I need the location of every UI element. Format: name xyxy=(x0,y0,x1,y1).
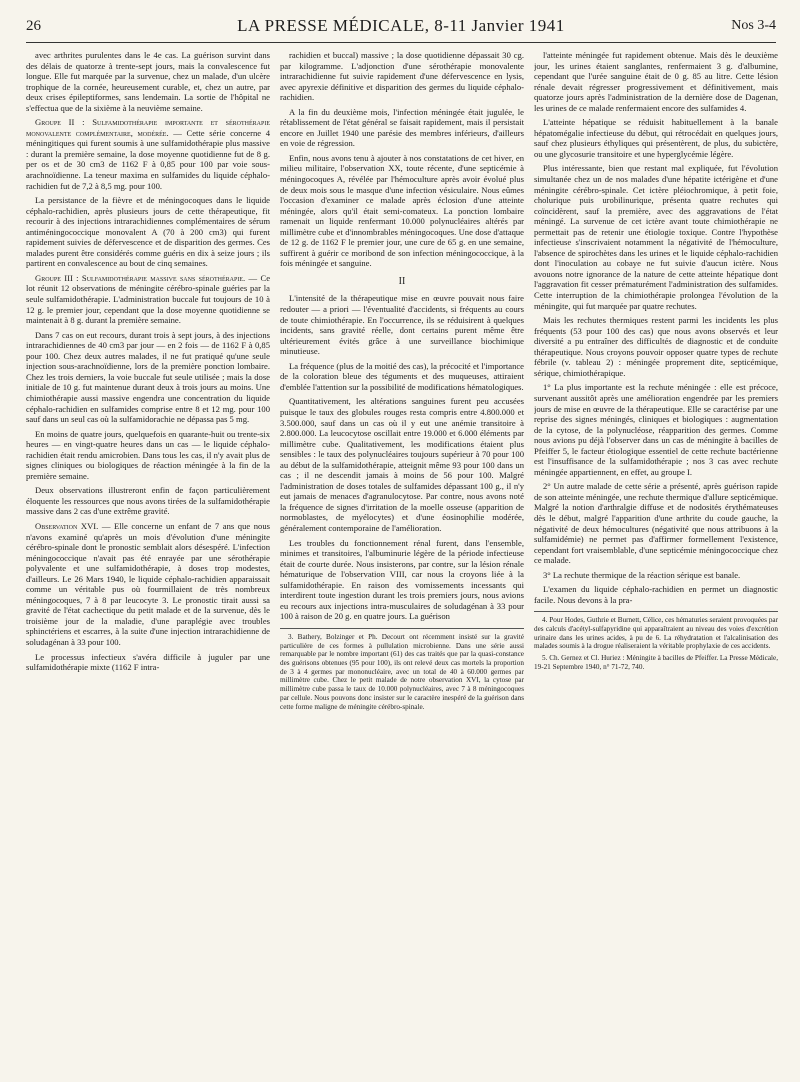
paragraph: L'examen du liquide céphalo-rachidien en permet un diagnostic facile. Nous devons à la pra- xyxy=(534,584,778,605)
group-heading: Groupe II : Sulfamidothérapie importante et sérothérapie monovalente complémentaire, modérée. xyxy=(26,117,270,138)
observation-heading: Observation XVI. xyxy=(35,520,99,531)
paragraph: Observation XVI. — Elle concerne un enfant de 7 ans que nous n'avons examiné qu'après un mois d'évolution d'une méningite cérébro-spinale dont le pronostic semblait alors désespéré. L'infection méningococcique n'avait pas été enrayée par une sérothérapie polyvalente et une sulfamidothérapie, à doses trop modestes, d'ailleurs. Le 26 Mars 1940, le liquide céphalo-rachidien apparaissait comme un véritable pus où fourmillaient de très nombreux méningocoques, 7 à 8 par leucocyte 3. Le pronostic tirait aussi sa gravité de l'état cachectique du petit malade et de la survenue, dès le troisième jour de la maladie, d'une paraplégie avec troubles sphinctériens et escarres, à la suite d'une injection intrarachidienne de soludagénan à 33 pour 100. xyxy=(26,520,270,647)
paragraph: Enfin, nous avons tenu à ajouter à nos constatations de cet hiver, en milieu militaire, l'observation XX, toute récente, d'une septicémie à méningocoques A, révélée par l'hémoculture après avoir évolué plus de deux mois sous le masque d'une infection vésiculaire. Nous eûmes l'occasion d'examiner ce malade après éclosion d'une atteinte méningée, alors qu'il était semi-comateux. La ponction lombaire ramenait un liquide renfermant 10.000 polynucléaires altérés par millimètre cube et d'innombrables méningocoques. Une dose d'attaque de 12 g. de 1162 F le premier jour, une cure de 65 g. en une semaine, suffirent à guérir ce moribond de son infection méningococcique, à la fois méningée et sanguine. xyxy=(280,152,524,269)
paragraph: En moins de quatre jours, quelquefois en quarante-huit ou trente-six heures — en vingt-quatre heures dans un cas — le liquide céphalo-rachidien était rendu amicrobien. Dans tous les cas, il n'y avait plus de signes cliniques ou biologiques de réaction méningée à la fin de la première semaine. xyxy=(26,428,270,481)
paragraph: L'intensité de la thérapeutique mise en œuvre pouvait nous faire redouter — a priori — l'éventualité d'accidents, si fréquents au cours de toute chimiothérapie. En l'occurrence, ils se réduisirent à quelques incidents, sans gravité réelle, dont certains purent même être ultérieurement évités grâce à une surveillance biochimique minutieuse. xyxy=(280,293,524,357)
paragraph: La persistance de la fièvre et de méningocoques dans le liquide céphalo-rachidien, après plusieurs jours de cette thérapeutique, fit recourir à des injections intrarachidiennes complémentaires de sérum antiméningococcique monovalent A (70 à 200 cm3) qui furent rapidement suivies de défervescence et de disparition des germes. Ces malades purent être considérés comme guéris en dix à seize jours ; ils partirent en convalescence au bout de cinq semaines. xyxy=(26,195,270,269)
paragraph: Groupe II : Sulfamidothérapie importante et sérothérapie monovalente complémentaire, modérée. — Cette série concerne 4 méningitiques qui furent soumis à une sulfamidothérapie plus massive : durant la première semaine, la dose moyenne quotidienne fut de 8 g. per os et de 30 cm3 de 1162 F à 0,85 pour 100 par voie sous-arachnoïdienne. La teneur maxima en sulfamides du liquide céphalo-rachidien fut de 7,2 à 8,5 mg. pour 100. xyxy=(26,117,270,191)
paragraph: A la fin du deuxième mois, l'infection méningée était jugulée, le rétablissement de l'état général se faisait rapidement, mais il persistait encore en Juillet 1940 une parésie des membres inférieurs, d'ailleurs en voie de régression. xyxy=(280,106,524,149)
paragraph: Dans 7 cas on eut recours, durant trois à sept jours, à des injections intrarachidiennes de 40 cm3 par jour — en 2 fois — de 1162 F à 0,85 pour 100. Chez deux autres malades, il ne fut pratiqué qu'une seule injection sous-arachnoïdienne, lors de la première ponction lombaire. Chez les trois derniers, la voie buccale fut seule utilisée ; mais la dose initiale de 10 g. fut maintenue durant deux à trois jours au moins. Une chimiothérapie aussi massive engendra une concentration du liquide céphalo-rachidien en sulfamides comprise entre 8 et 12 mg. pour 100 sauf dans un seul cas où la sulfamidorachie ne dépassa pas 5 mg. xyxy=(26,329,270,425)
paragraph: avec arthrites purulentes dans le 4e cas. La guérison survint dans des délais de quatorze à trente-sept jours, mais la convalescence fut longue. Elle fut marquée par la survenue, chez un malade, d'un ulcère trophique de la cornée, heureusement curable, et, chez un autre, par deux crises épileptiformes, sans lendemain. La sortie de l'hôpital ne s'effectua que de la sixième à la neuvième semaine. xyxy=(26,50,270,113)
footnote: 3. Bathery, Bolzinger et Ph. Decourt ont récemment insisté sur la gravité particulière de ces formes à pullulation microbienne. Dans une série aussi remarquable par le nombre important (61) des cas traités que par la quasi-constance des guérisons obtenues (95 pour 100), ils ont relevé deux cas mortels la proportion de 3 à 4 germes par mononucléaire, avec un total de 40 à 60.000 germes par millimètre cube. Chez le petit malade de notre observation XVI, la cytose par millimètre cube passa le taux de 10.000 polynucléaires, avec 7 à 8 méningocoques par cellule. Nous pouvons donc insister sur le caractère inespéré de la guérison dans cette forme maligne de méningite cérébro-spinale. xyxy=(280,632,524,711)
paragraph: La fréquence (plus de la moitié des cas), la précocité et l'importance de la coloration bleue des téguments et des muqueuses, attiraient d'emblée l'attention sur la possibilité de modifications hématologiques. xyxy=(280,360,524,392)
journal-title: LA PRESSE MÉDICALE, 8-11 Janvier 1941 xyxy=(237,16,565,35)
section-number: II xyxy=(398,275,406,287)
footnote: 5. Ch. Gernez et Cl. Huriez : Méningite à bacilles de Pfeiffer. La Presse Médicale, 19-21 Septembre 1940, n° 71-72, 740. xyxy=(534,654,778,671)
issue-number: Nos 3-4 xyxy=(731,18,776,33)
page-header xyxy=(26,16,776,43)
paragraph: Les troubles du fonctionnement rénal furent, dans l'ensemble, minimes et transitoires, l'albuminurie légère de la période infectieuse était de courte durée. Nous insisterons, par contre, sur la lésion rénale hématurique de l'observation VIII, car nous la croyons liée à la sulfamidothérapie. En raison des vomissements incessants qui interdirent toute ingestion durant les trois premiers jours, nous avions eu recours aux injections intra-musculaires de soludagénan à 33 pour 100 à raison de 20 g. en quatre jours. La guérison xyxy=(280,537,524,622)
column-2 xyxy=(280,50,524,1072)
paragraph: l'atteinte méningée fut rapidement obtenue. Mais dès le deuxième jour, les urines étaient sanglantes, renfermaient 3 g. d'albumine, cependant que l'urée sanguine était de 0 g. 85 au litre. Cette lésion rénale devait régresser progressivement et définitivement, mais quatorze jours après l'administration de la dernière dose de Dagenan, les urines de ce malade renfermaient encore des sulfamides 4. xyxy=(534,50,778,113)
paragraph: Quantitativement, les altérations sanguines furent peu accusées puisque le taux des globules rouges resta compris entre 4.800.000 et 3.500.000, sauf dans un cas où il y eut une anémie transitoire à 2.800.000. La leucocytose oscillait entre 19.000 et 6.000 éléments par millimètre cube. Qualitativement, les modifications étaient plus sensibles : le taux des polynucléaires toujours supérieur à 70 pour 100 au début de la sulfamidothérapie, atteignit même 93 pour 100 dans un cas ; il ne descendit jamais à moins de 56 pour 100. Malgré l'administration de doses totales de sulfamides dépassant 100 g., il n'y eut jamais de menaces d'agranulocytose. Par contre, nous avons noté la fréquence de signes d'irritation de la moelle osseuse (apparition de normoblastes, de myélocytes) et d'une éosinophilie modérée, généralement contemporaine de l'amélioration. xyxy=(280,396,524,533)
paragraph: 2° Un autre malade de cette série a présenté, après guérison rapide de son atteinte méningée, une rechute thermique d'allure septicémique. Malgré la notion d'arthralgie diffuse et de nodosités érythémateuses dès le début, malgré l'apparition d'une arthrite du coude gauche, la négativité de deux hémocultures (négativité que nous attribuons à la sulfamidémie) ne permet pas d'affirmer formellement l'existence, cependant fort vraisemblable, d'une septicémie méningococcique chez ce malade. xyxy=(534,481,778,566)
paragraph: Mais les rechutes thermiques restent parmi les incidents les plus fréquents (53 pour 100 des cas) que nous avons observés et leur diversité a pu entraîner des difficultés de diagnostic et de conduite thérapeutique. Nous croyons pouvoir opposer quatre types de rechute fébrile (v. tableau 2) : méningée proprement dite, septicémique, sérique, chimiothérapique. xyxy=(534,315,778,378)
footnotes xyxy=(280,628,524,711)
paragraph: Groupe III : Sulfamidothérapie massive sans sérothérapie. — Ce lot réunit 12 observations de méningite cérébro-spinale guéries par la seule sulfamidothérapie. L'administration buccale fut toujours de 10 à 12 g. le premier jour, cependant que la dose moyenne quotidienne se maintenait à 8 g. durant la première semaine. xyxy=(26,272,270,326)
paragraph: Deux observations illustreront enfin de façon particulièrement éloquente les ressources que nous avons tirées de la sulfamidothérapie massive dans 2 cas d'une extrême gravité. xyxy=(26,485,270,517)
paragraph: 1° La plus importante est la rechute méningée : elle est précoce, survenant aussitôt après une amélioration engendrée par les premiers jours de mise en œuvre de la thérapeutique. Elle se caractérise par une reprise des signes méningés, cliniques et biologiques : augmentation de la cytose, de la polynucléose, réapparition des germes. Comme nous avions pu déjà l'observer dans un cas de méningite à bacilles de Pfeiffer 5, le facteur étiologique essentiel de cette rechute bactérienne est l'insuffisance de la sulfamidothérapie ; nos 3 cas avec rechute méningée appartiennent, en effet, au groupe I. xyxy=(534,382,778,477)
group-heading: Groupe III : Sulfamidothérapie massive sans sérothérapie. xyxy=(35,272,246,283)
paragraph: Plus intéressante, bien que restant mal expliquée, fut l'évolution simultanée chez un de nos malades d'une hépatite ictérigène et d'une méningite cérébro-spinale. Cet ictère pléiochromique, à petit foie, cholurique puis urobilinurique, présenta quatre rechutes qui coïncidèrent, sauf la première, avec des aggravations de l'état méningé. La survenue de cet ictère avant toute chimiothérapie ne permettait pas de retenir une étiologie toxique. Contre l'hypothèse infectieuse s'inscrivaient notamment la négativité de l'hémoculture, l'absence de spirochètes dans les urines et le liquide céphalo-rachidien dont l'inoculation au cobaye ne fut suivie d'aucun ictère. Nous avouons notre ignorance de la nature de cette atteinte hépatique dont l'aggravation fit cesser prématurément l'administration des sulfamides. Cette interruption de la chimiothérapie prolongea l'évolution de la méningite, qui fut marquée par quatre rechutes. xyxy=(534,163,778,311)
paragraph: 3° La rechute thermique de la réaction sérique est banale. xyxy=(543,569,741,580)
paragraph: L'atteinte hépatique se réduisit habituellement à la banale hépatomégalie infectieuse du début, qui rétrocédait en quelques jours, sauf chez plusieurs éthyliques qui présentèrent, de plus, du subictère, ou une glycosurie transitoire et une hyperglycémie légère. xyxy=(534,117,778,159)
paragraph: Le processus infectieux s'avéra difficile à juguler par une sulfamidothérapie mixte (1162 F intra- xyxy=(26,651,270,673)
footnote: 4. Pour Hodes, Guthrie et Burnett, Célice, ces hématuries seraient provoquées par des calculs d'acétyl-sulfapyridine qui apparaîtraient au niveau des voies d'excrétion urinaire dans les urines acides, à pu de 6. La réhydratation et l'alcalinisation des malades soumis à la drogue réaliseraient la véritable prophylaxie de ces accidents. xyxy=(534,616,778,651)
footnotes xyxy=(534,611,778,671)
page-number: 26 xyxy=(26,18,41,34)
column-3 xyxy=(534,50,778,1072)
paragraph: rachidien et buccal) massive ; la dose quotidienne dépassait 30 cg. par kilogramme. L'adjonction d'une sérothérapie monovalente intrarachidienne fut suivie rapidement d'une défervescence en lysis, avec apyrexie définitive et disparition des germes du liquide céphalo-rachidien. xyxy=(280,50,524,103)
column-1 xyxy=(26,50,270,1072)
